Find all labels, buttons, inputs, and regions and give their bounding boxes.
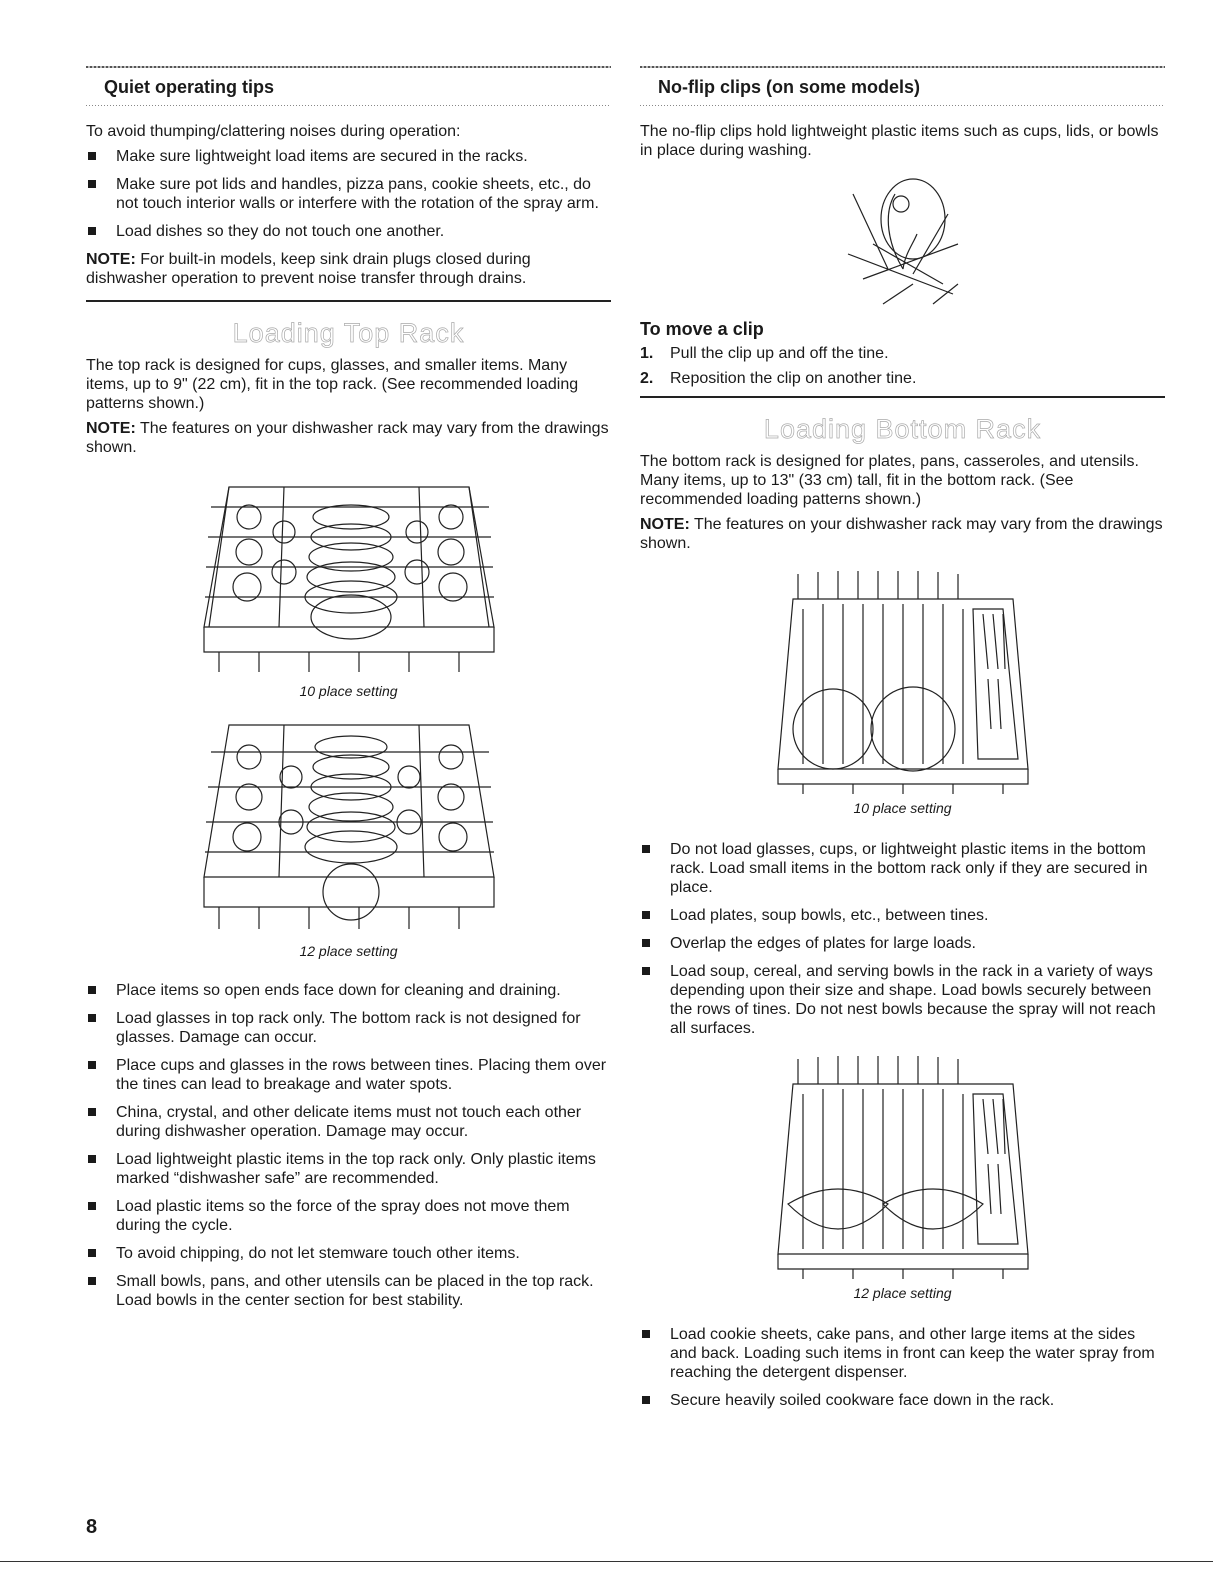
move-clip-steps bbox=[640, 344, 1165, 388]
top-rack-title: Loading Top Rack bbox=[232, 318, 465, 348]
bullet-icon bbox=[642, 1330, 650, 1338]
section-divider bbox=[640, 396, 1165, 398]
list-item: 1. Pull the clip up and off the tine. bbox=[640, 345, 889, 362]
section-divider bbox=[86, 300, 611, 302]
top-rack-caption-12: 12 place setting bbox=[299, 943, 398, 959]
right-column bbox=[640, 0, 1165, 1419]
quiet-tips-heading: Quiet operating tips bbox=[86, 66, 611, 104]
no-flip-clips-heading: No-flip clips (on some models) bbox=[640, 66, 1165, 104]
top-rack-list bbox=[86, 981, 611, 1310]
list-item: Load lightweight plastic items in the top rack only. Only plastic items marked “dishwasher safe” are recommended. bbox=[86, 1150, 611, 1188]
list-item: To avoid chipping, do not let stemware touch other items. bbox=[86, 1244, 611, 1263]
bullet-icon bbox=[88, 180, 96, 188]
bullet-icon bbox=[88, 152, 96, 160]
bullet-icon bbox=[88, 1155, 96, 1163]
list-item: Place items so open ends face down for cleaning and draining. bbox=[86, 981, 611, 1000]
top-rack-intro: The top rack is designed for cups, glasses, and smaller items. Many items, up to 9" (22 cm), fit in the top rack. (See recommended loading patterns shown.) bbox=[86, 357, 579, 412]
bullet-icon bbox=[88, 1014, 96, 1022]
bullet-icon bbox=[642, 967, 650, 975]
left-column bbox=[86, 0, 611, 1319]
list-item: Do not load glasses, cups, or lightweight plastic items in the bottom rack. Load small items in the bottom rack only if they are secured in place. bbox=[640, 840, 1165, 897]
bottom-rack-note: NOTE: The features on your dishwasher rack may vary from the drawings shown. bbox=[640, 516, 1163, 552]
move-clip-subhead: To move a clip bbox=[640, 319, 764, 339]
bottom-rack-list-1 bbox=[640, 840, 1165, 1038]
page-number: 8 bbox=[86, 1516, 98, 1538]
bullet-icon bbox=[88, 1277, 96, 1285]
top-rack-caption-10: 10 place setting bbox=[299, 683, 398, 699]
bullet-icon bbox=[88, 1202, 96, 1210]
top-rack-12-place-illustration bbox=[199, 717, 499, 937]
bullet-icon bbox=[642, 911, 650, 919]
top-rack-10-place-illustration bbox=[199, 477, 499, 677]
quiet-tips-intro: To avoid thumping/clattering noises during operation: bbox=[86, 123, 461, 140]
list-item: China, crystal, and other delicate items must not touch each other during dishwasher operation. Damage may occur. bbox=[86, 1103, 611, 1141]
bottom-rack-caption-12: 12 place setting bbox=[853, 1285, 952, 1301]
bottom-rack-intro: The bottom rack is designed for plates, pans, casseroles, and utensils. Many items, up to 13" (33 cm) tall, fit in the bottom rack. (See recommended loading patterns shown.) bbox=[640, 453, 1139, 508]
list-item: Small bowls, pans, and other utensils can be placed in the top rack. Load bowls in the center section for best stability. bbox=[86, 1272, 611, 1310]
bottom-rack-title: Loading Bottom Rack bbox=[763, 414, 1042, 444]
bullet-icon bbox=[642, 939, 650, 947]
bottom-rack-10-place-illustration bbox=[773, 569, 1033, 794]
list-item: Load glasses in top rack only. The bottom rack is not designed for glasses. Damage can occur. bbox=[86, 1009, 611, 1047]
list-item: 2. Reposition the clip on another tine. bbox=[640, 370, 917, 387]
list-item: Load plastic items so the force of the spray does not move them during the cycle. bbox=[86, 1197, 611, 1235]
bottom-rack-12-place-illustration bbox=[773, 1054, 1033, 1279]
bullet-icon bbox=[88, 1061, 96, 1069]
footer-rule bbox=[0, 1561, 1213, 1562]
list-item: Load cookie sheets, cake pans, and other large items at the sides and back. Loading such items in front can keep the water spray from reaching the detergent dispenser. bbox=[640, 1325, 1165, 1382]
list-item: Load soup, cereal, and serving bowls in the rack in a variety of ways depending upon their size and shape. Load bowls securely between the rows of tines. Do not nest bowls because the spray will not reach all surfaces. bbox=[640, 962, 1165, 1038]
no-flip-clips-intro: The no-flip clips hold lightweight plastic items such as cups, lids, or bowls in place during washing. bbox=[640, 123, 1159, 159]
quiet-tips-list bbox=[86, 147, 611, 241]
bullet-icon bbox=[88, 227, 96, 235]
quiet-tips-note: NOTE: For built-in models, keep sink drain plugs closed during dishwasher operation to prevent noise transfer through drains. bbox=[86, 251, 531, 287]
bullet-icon bbox=[642, 1396, 650, 1404]
list-item: Overlap the edges of plates for large loads. bbox=[640, 934, 1165, 953]
list-item: Make sure lightweight load items are secured in the racks. bbox=[86, 147, 611, 166]
bullet-icon bbox=[642, 845, 650, 853]
top-rack-note: NOTE: The features on your dishwasher rack may vary from the drawings shown. bbox=[86, 420, 609, 456]
list-item: Make sure pot lids and handles, pizza pans, cookie sheets, etc., do not touch interior walls or interfere with the rotation of the spray arm. bbox=[86, 175, 611, 213]
list-item: Load plates, soup bowls, etc., between tines. bbox=[640, 906, 1165, 925]
list-item: Load dishes so they do not touch one another. bbox=[86, 222, 611, 241]
bullet-icon bbox=[88, 986, 96, 994]
list-item: Secure heavily soiled cookware face down in the rack. bbox=[640, 1391, 1165, 1410]
bullet-icon bbox=[88, 1108, 96, 1116]
bullet-icon bbox=[88, 1249, 96, 1257]
bottom-rack-list-2 bbox=[640, 1325, 1165, 1410]
list-item: Place cups and glasses in the rows between tines. Placing them over the tines can lead to breakage and water spots. bbox=[86, 1056, 611, 1094]
no-flip-clip-illustration bbox=[843, 174, 963, 309]
bottom-rack-caption-10: 10 place setting bbox=[853, 800, 952, 816]
